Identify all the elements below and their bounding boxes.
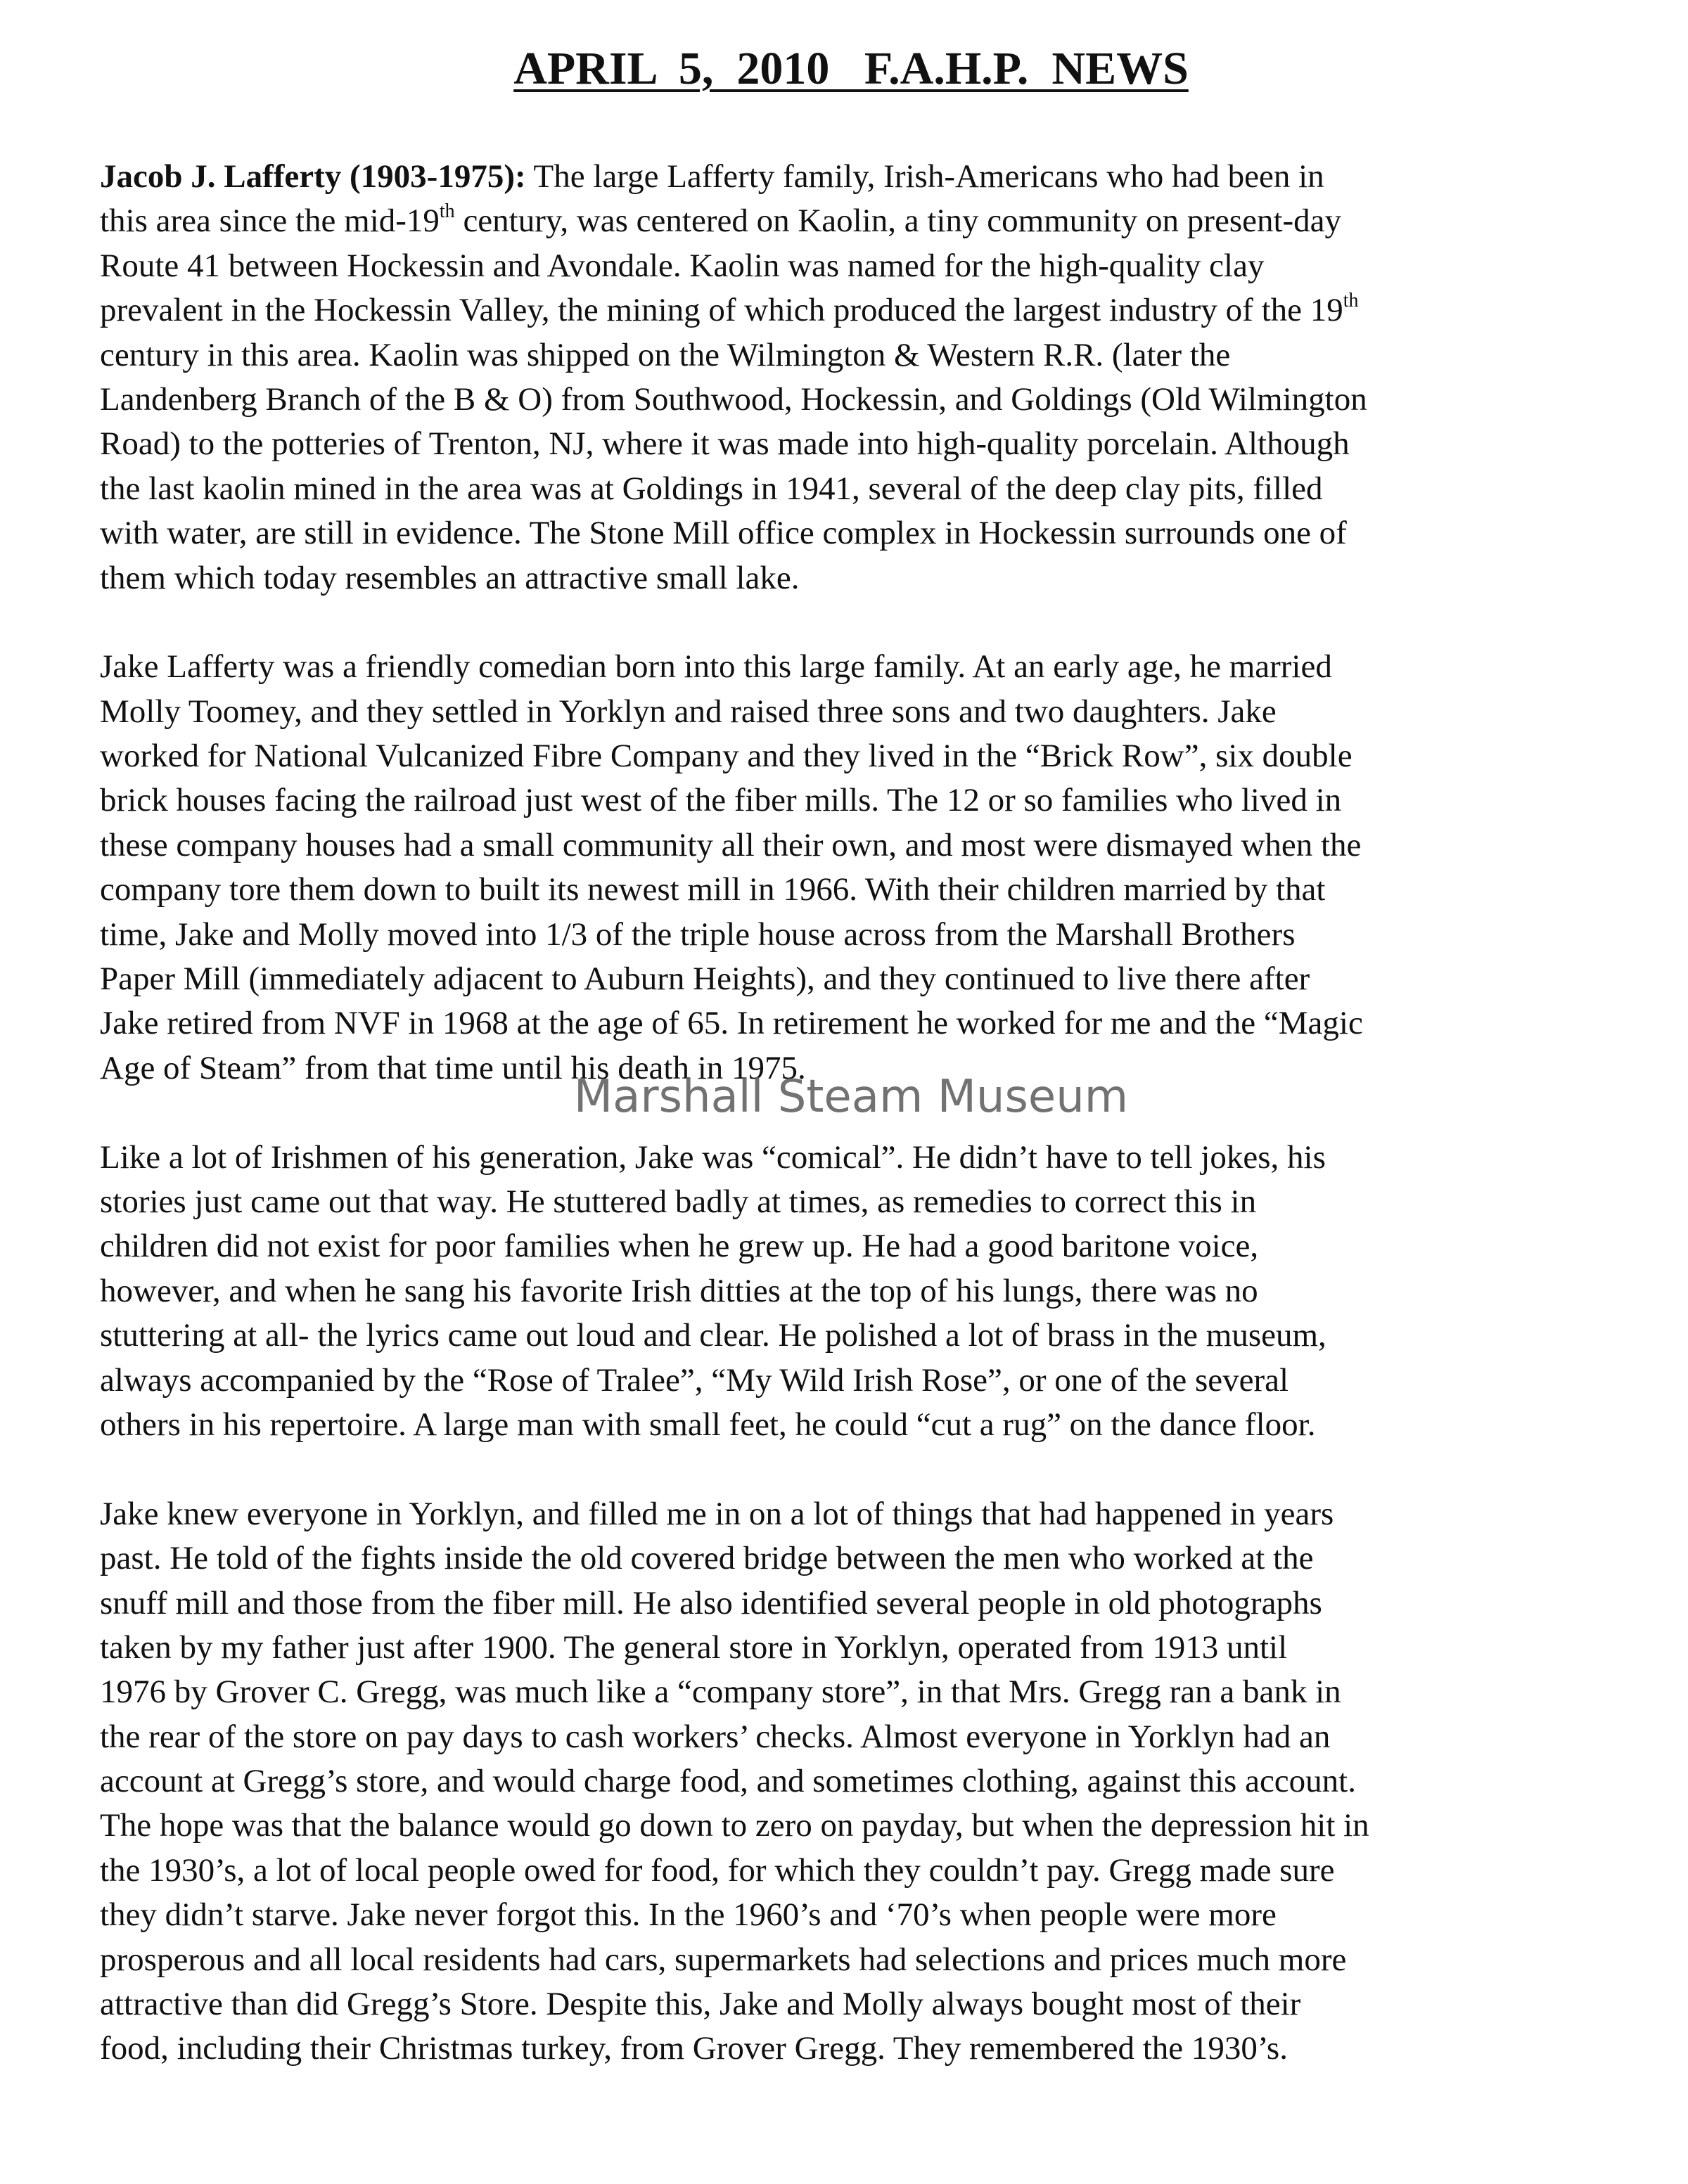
- text-run: them which today resembles an attractive small lake.: [100, 559, 800, 596]
- text-line: [100, 778, 1605, 823]
- text-line: [100, 868, 1605, 912]
- text-line: [100, 1001, 1605, 1046]
- text-line: [100, 467, 1605, 511]
- text-run: Landenberg Branch of the B & O) from Southwood, Hockessin, and Goldings (Old Wilmington: [100, 380, 1367, 418]
- text-line: [100, 734, 1605, 778]
- text-run: Jake retired from NVF in 1968 at the age of 65. In retirement he worked for me and the “Magic: [100, 1005, 1363, 1042]
- text-line: [100, 1849, 1605, 1893]
- text-line: [100, 1581, 1605, 1626]
- text-line: [100, 645, 1605, 689]
- text-run: children did not exist for poor families when he grew up. He had a good baritone voice,: [100, 1228, 1259, 1265]
- text-line: [100, 244, 1605, 288]
- text-line: [100, 1715, 1605, 1759]
- text-run: these company houses had a small community all their own, and most were dismayed when the: [100, 826, 1362, 863]
- text-line: [100, 1759, 1605, 1804]
- text-run: with water, are still in evidence. The Stone Mill office complex in Hockessin surrounds one of: [100, 515, 1347, 552]
- paragraph: [100, 645, 1605, 1091]
- text-line: [100, 1536, 1605, 1581]
- text-line: [100, 155, 1605, 199]
- text-run: prosperous and all local residents had cars, supermarkets had selections and prices much more: [100, 1941, 1347, 1978]
- article-body: [100, 155, 1605, 2116]
- text-line: [100, 823, 1605, 868]
- superscript: th: [1343, 290, 1359, 312]
- text-run: they didn’t starve. Jake never forgot this. In the 1960’s and ‘70’s when people were more: [100, 1896, 1277, 1934]
- text-line: [100, 288, 1605, 333]
- text-run: brick houses facing the railroad just west of the fiber mills. The 12 or so families who lived in: [100, 782, 1342, 819]
- text-run: The hope was that the balance would go down to zero on payday, but when the depression hit in: [100, 1807, 1369, 1844]
- article-lead-heading: Jacob J. Lafferty (1903-1975):: [100, 158, 526, 195]
- text-run: The large Lafferty family, Irish-Americans who had been in: [525, 158, 1324, 195]
- text-line: [100, 1893, 1605, 1937]
- text-line: [100, 1269, 1605, 1313]
- text-line: [100, 1180, 1605, 1224]
- text-run: the last kaolin mined in the area was at Goldings in 1941, several of the deep clay pits, filled: [100, 470, 1323, 507]
- text-line: [100, 957, 1605, 1001]
- text-line: [100, 2026, 1605, 2071]
- text-line: [100, 1313, 1605, 1358]
- text-run: Like a lot of Irishmen of his generation, Jake was “comical”. He didn’t have to tell jokes, his: [100, 1138, 1326, 1176]
- text-line: [100, 511, 1605, 555]
- text-run: however, and when he sang his favorite Irish ditties at the top of his lungs, there was no: [100, 1272, 1258, 1309]
- text-run: stuttering at all- the lyrics came out loud and clear. He polished a lot of brass in the museum,: [100, 1317, 1326, 1354]
- text-line: [100, 1358, 1605, 1403]
- text-run: worked for National Vulcanized Fibre Company and they lived in the “Brick Row”, six double: [100, 738, 1353, 775]
- paragraph: [100, 1136, 1605, 1448]
- text-line: [100, 1224, 1605, 1268]
- text-run: Route 41 between Hockessin and Avondale. Kaolin was named for the high-quality clay: [100, 247, 1265, 284]
- text-run: food, including their Christmas turkey, from Grover Gregg. They remembered the 1930’s.: [100, 2030, 1288, 2067]
- text-line: [100, 199, 1605, 243]
- text-run: century in this area. Kaolin was shipped on the Wilmington & Western R.R. (later the: [100, 336, 1231, 373]
- text-run: Paper Mill (immediately adjacent to Auburn Heights), and they continued to live there after: [100, 961, 1310, 998]
- page-title: APRIL 5, 2010 F.A.H.P. NEWS: [513, 43, 1189, 94]
- text-line: [100, 556, 1605, 600]
- text-run: Road) to the potteries of Trenton, NJ, where it was made into high-quality porcelain. Although: [100, 425, 1350, 463]
- text-run: prevalent in the Hockessin Valley, the mining of which produced the largest industry of the 19: [100, 292, 1343, 329]
- text-run: snuff mill and those from the fiber mill. He also identified several people in old photographs: [100, 1584, 1322, 1621]
- text-run: stories just came out that way. He stuttered badly at times, as remedies to correct this in: [100, 1183, 1257, 1220]
- superscript: th: [439, 200, 455, 223]
- text-line: [100, 1136, 1605, 1180]
- text-line: [100, 378, 1605, 422]
- text-run: century, was centered on Kaolin, a tiny community on present-day: [454, 203, 1342, 240]
- text-run: Molly Toomey, and they settled in Yorklyn and raised three sons and two daughters. Jake: [100, 693, 1277, 730]
- text-line: [100, 422, 1605, 466]
- text-run: 1976 by Grover C. Gregg, was much like a “company store”, in that Mrs. Gregg ran a bank in: [100, 1674, 1341, 1711]
- text-line: [100, 1403, 1605, 1447]
- text-run: past. He told of the fights inside the old covered bridge between the men who worked at the: [100, 1540, 1314, 1577]
- text-line: [100, 1804, 1605, 1848]
- text-run: account at Gregg’s store, and would charge food, and sometimes clothing, against this account.: [100, 1763, 1356, 1800]
- text-run: taken by my father just after 1900. The general store in Yorklyn, operated from 1913 until: [100, 1629, 1288, 1666]
- text-line: [100, 1626, 1605, 1670]
- text-line: [100, 1670, 1605, 1714]
- text-run: Jake Lafferty was a friendly comedian born into this large family. At an early age, he married: [100, 648, 1332, 686]
- watermark: Marshall Steam Museum: [573, 1071, 1129, 1123]
- text-run: this area since the mid-19: [100, 203, 440, 240]
- text-run: the rear of the store on pay days to cash workers’ checks. Almost everyone in Yorklyn had an: [100, 1718, 1331, 1755]
- text-run: company tore them down to built its newest mill in 1966. With their children married by that: [100, 871, 1326, 908]
- text-run: attractive than did Gregg’s Store. Despite this, Jake and Molly always bought most of their: [100, 1986, 1301, 2023]
- text-run: time, Jake and Molly moved into 1/3 of the triple house across from the Marshall Brothers: [100, 916, 1296, 953]
- text-line: [100, 913, 1605, 957]
- paragraph: [100, 1492, 1605, 2071]
- text-run: Jake knew everyone in Yorklyn, and filled me in on a lot of things that had happened in years: [100, 1495, 1334, 1532]
- text-line: [100, 1492, 1605, 1536]
- text-run: Age of Steam” from that time until his death in 1975.: [100, 1049, 806, 1086]
- text-line: [100, 1938, 1605, 1982]
- paragraph: [100, 155, 1605, 600]
- text-run: others in his repertoire. A large man with small feet, he could “cut a rug” on the dance floor.: [100, 1406, 1316, 1443]
- text-line: [100, 690, 1605, 734]
- text-run: the 1930’s, a lot of local people owed for food, for which they couldn’t pay. Gregg made sure: [100, 1851, 1335, 1889]
- text-line: [100, 333, 1605, 378]
- text-line: [100, 1982, 1605, 2026]
- text-line: [100, 1046, 1605, 1091]
- text-run: always accompanied by the “Rose of Tralee”, “My Wild Irish Rose”, or one of the several: [100, 1361, 1289, 1399]
